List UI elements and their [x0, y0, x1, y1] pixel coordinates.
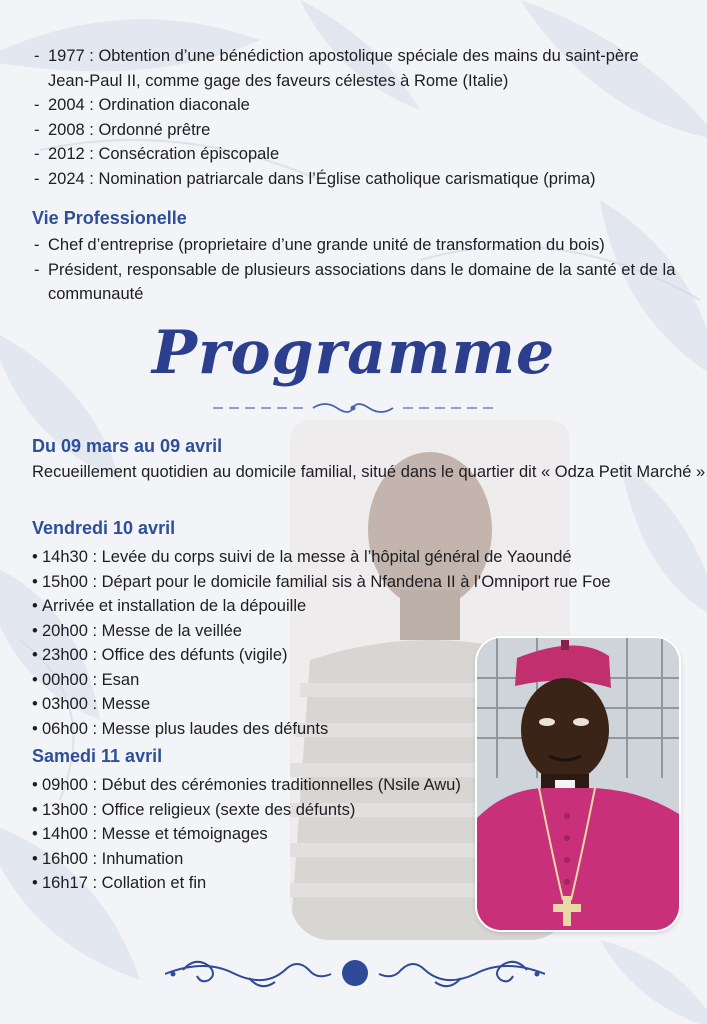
- schedule-item: • 00h00 : Esan: [0, 668, 680, 693]
- periode-heading: Du 09 mars au 09 avril: [32, 436, 223, 456]
- periode-description: Recueillement quotidien au domicile familial, situé dans le quartier dit « Odza Petit Marché »: [32, 463, 706, 481]
- schedule-item: • 20h00 : Messe de la veillée: [0, 619, 680, 644]
- history-item: - 2024 : Nomination patriarcale dans l’Église catholique carismatique (prima): [0, 167, 707, 192]
- history-item: - 2012 : Consécration épiscopale: [0, 142, 707, 167]
- vie-professionelle-heading: Vie Professionelle: [32, 208, 187, 228]
- schedule-item: • 14h30 : Levée du corps suivi de la messe à l’hôpital général de Yaoundé: [0, 545, 680, 570]
- history-list: [0, 44, 707, 191]
- schedule-item: • 06h00 : Messe plus laudes des défunts: [0, 717, 680, 742]
- vie-pro-item: - Président, responsable de plusieurs associations dans le domaine de la santé et de la communauté: [0, 258, 680, 307]
- vie-pro-item: - Chef d’entreprise (proprietaire d’une grande unité de transformation du bois): [0, 233, 680, 258]
- history-item: - 2008 : Ordonné prêtre: [0, 118, 707, 143]
- bishop-portrait-illustration: [477, 638, 679, 930]
- title-divider-ornament: [213, 398, 493, 418]
- schedule-item: • 23h00 : Office des défunts (vigile): [0, 643, 680, 668]
- schedule-item: • 15h00 : Départ pour le domicile familial sis à Nfandena II à l’Omniport rue Foe: [0, 570, 680, 595]
- schedule-item: • 16h00 : Inhumation: [0, 847, 480, 872]
- history-item: - 2004 : Ordination diaconale: [0, 93, 707, 118]
- schedule-item: • 16h17 : Collation et fin: [0, 871, 480, 896]
- vie-professionelle-list: [0, 233, 680, 307]
- bishop-portrait: [477, 638, 679, 930]
- schedule-item: • 14h00 : Messe et témoignages: [0, 822, 480, 847]
- schedule-item: • 09h00 : Début des cérémonies traditionnelles (Nsile Awu): [0, 773, 480, 798]
- programme-title: Programme: [151, 318, 556, 388]
- schedule-item: • 13h00 : Office religieux (sexte des défunts): [0, 798, 480, 823]
- schedule-item: • 03h00 : Messe: [0, 692, 680, 717]
- history-item: - 1977 : Obtention d’une bénédiction apostolique spéciale des mains du saint-père Jean-Paul II, comme gage des faveurs célestes à Rome (Italie): [0, 44, 707, 93]
- samedi-list: [0, 773, 480, 896]
- bottom-flourish-ornament: [165, 948, 545, 998]
- samedi-heading: Samedi 11 avril: [32, 746, 163, 766]
- vendredi-heading: Vendredi 10 avril: [32, 518, 176, 538]
- schedule-item: • Arrivée et installation de la dépouille: [0, 594, 680, 619]
